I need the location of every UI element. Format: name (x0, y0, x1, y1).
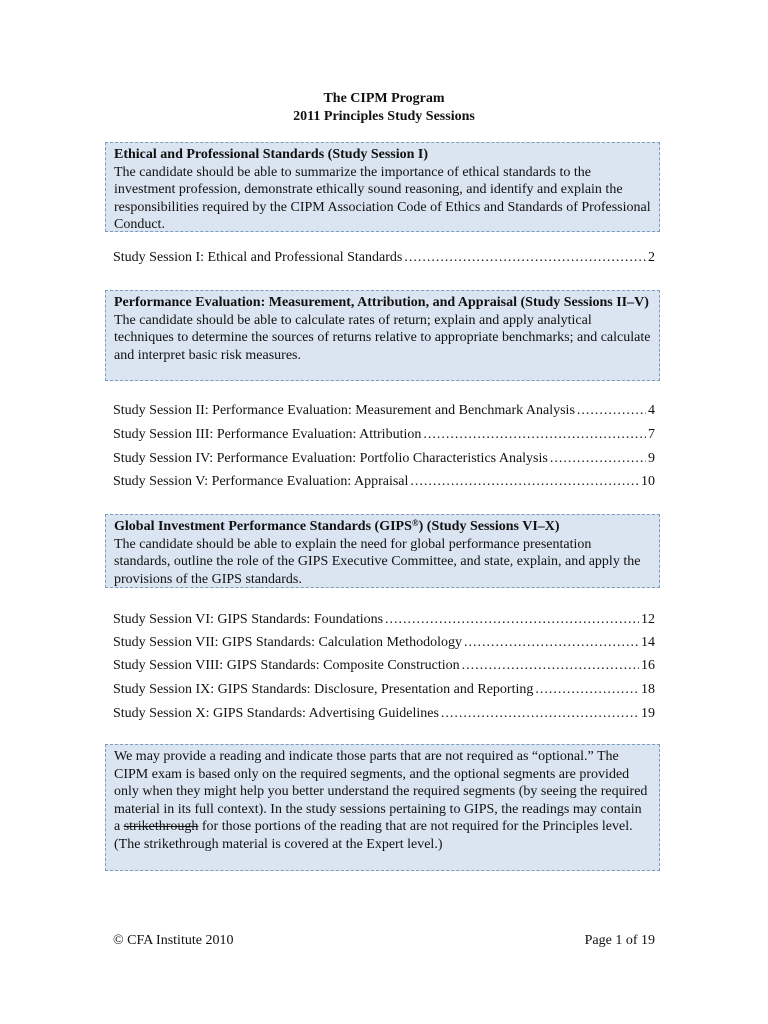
toc-entry-label: Study Session VII: GIPS Standards: Calculation Methodology (113, 635, 462, 650)
toc-entry[interactable] (113, 634, 655, 652)
toc-leader-dots (410, 473, 639, 491)
gips-section-box (105, 514, 660, 588)
toc-entry[interactable] (113, 473, 655, 491)
toc-entry[interactable] (113, 450, 655, 468)
toc-leader-dots (385, 611, 639, 629)
toc-entry-label: Study Session III: Performance Evaluation: Attribution (113, 427, 422, 442)
footer-copyright: © CFA Institute 2010 (113, 933, 234, 948)
toc-entry-label: Study Session II: Performance Evaluation: Measurement and Benchmark Analysis (113, 403, 575, 418)
toc-leader-dots (550, 450, 646, 468)
toc-entry[interactable] (113, 705, 655, 723)
toc-entry-label: Study Session IV: Performance Evaluation: Portfolio Characteristics Analysis (113, 451, 548, 466)
toc-entry-page: 7 (648, 427, 655, 442)
footer-page-number: Page 1 of 19 (584, 933, 655, 948)
toc-entry[interactable] (113, 657, 655, 675)
toc-leader-dots (423, 426, 646, 444)
toc-entry-label: Study Session V: Performance Evaluation: Appraisal (113, 474, 409, 489)
toc-entry[interactable] (113, 402, 655, 420)
toc-entry-label: Study Session VI: GIPS Standards: Foundations (113, 612, 384, 627)
toc-entry-page: 19 (641, 706, 655, 721)
toc-entry-label: Study Session VIII: GIPS Standards: Composite Construction (113, 658, 460, 673)
toc-entry-page: 2 (648, 250, 655, 265)
toc-entry-label: Study Session X: GIPS Standards: Advertising Guidelines (113, 706, 439, 721)
section-description: The candidate should be able to explain the need for global performance presentation standards, outline the role of the GIPS Executive Committee, and state, explain, and apply the provisions of the GIPS standards. (114, 536, 641, 587)
toc-leader-dots (404, 249, 646, 267)
section-description: The candidate should be able to calculate rates of return; explain and apply analytical techniques to determine the sources of returns relative to appropriate benchmarks; and calculate and interpret basic risk measures. (114, 312, 651, 363)
ethics-section-box (105, 142, 660, 232)
section-heading: Ethical and Professional Standards (Study Session I) (114, 147, 429, 162)
performance-section-box (105, 290, 660, 381)
toc-entry-page: 16 (641, 658, 655, 673)
toc-entry[interactable] (113, 426, 655, 444)
toc-entry-label: Study Session I: Ethical and Professional Standards (113, 250, 403, 265)
toc-leader-dots (577, 402, 646, 420)
toc-leader-dots (462, 657, 639, 675)
toc-entry-page: 14 (641, 635, 655, 650)
toc-entry-page: 9 (648, 451, 655, 466)
section-heading: Performance Evaluation: Measurement, Attribution, and Appraisal (Study Sessions II–V) (114, 295, 649, 310)
toc-leader-dots (535, 681, 639, 699)
toc-entry-page: 10 (641, 474, 655, 489)
toc-entry[interactable] (113, 611, 655, 629)
section-description: The candidate should be able to summarize the importance of ethical standards to the investment profession, demonstrate ethically sound reasoning, and identify and explain the responsibilities required by the CIPM Association Code of Ethics and Standards of Professional Conduct. (114, 164, 651, 232)
toc-entry-page: 12 (641, 612, 655, 627)
optional-readings-note (105, 744, 660, 871)
document-title: The CIPM Program (323, 91, 445, 106)
section-heading: Global Investment Performance Standards (GIPS®) (Study Sessions VI–X) (114, 518, 560, 534)
toc-leader-dots (441, 705, 639, 723)
note-text: We may provide a reading and indicate those parts that are not required as “optional.” The CIPM exam is based only on the required segments, and the optional segments are provided only when they might help you better understand the required segments (by seeing the required material in its full context). In the study sessions pertaining to GIPS, the readings may contain a strikethrough for those portions of the reading that are not required for the Principles level. (The strikethrough material is covered at the Expert level.) (114, 749, 648, 852)
toc-leader-dots (464, 634, 639, 652)
toc-entry-page: 18 (641, 682, 655, 697)
toc-entry-label: Study Session IX: GIPS Standards: Disclosure, Presentation and Reporting (113, 682, 534, 697)
toc-entry[interactable] (113, 681, 655, 699)
toc-entry-page: 4 (648, 403, 655, 418)
toc-entry[interactable] (113, 249, 655, 267)
strikethrough-example: strikethrough (123, 819, 199, 834)
document-subtitle: 2011 Principles Study Sessions (293, 109, 475, 124)
